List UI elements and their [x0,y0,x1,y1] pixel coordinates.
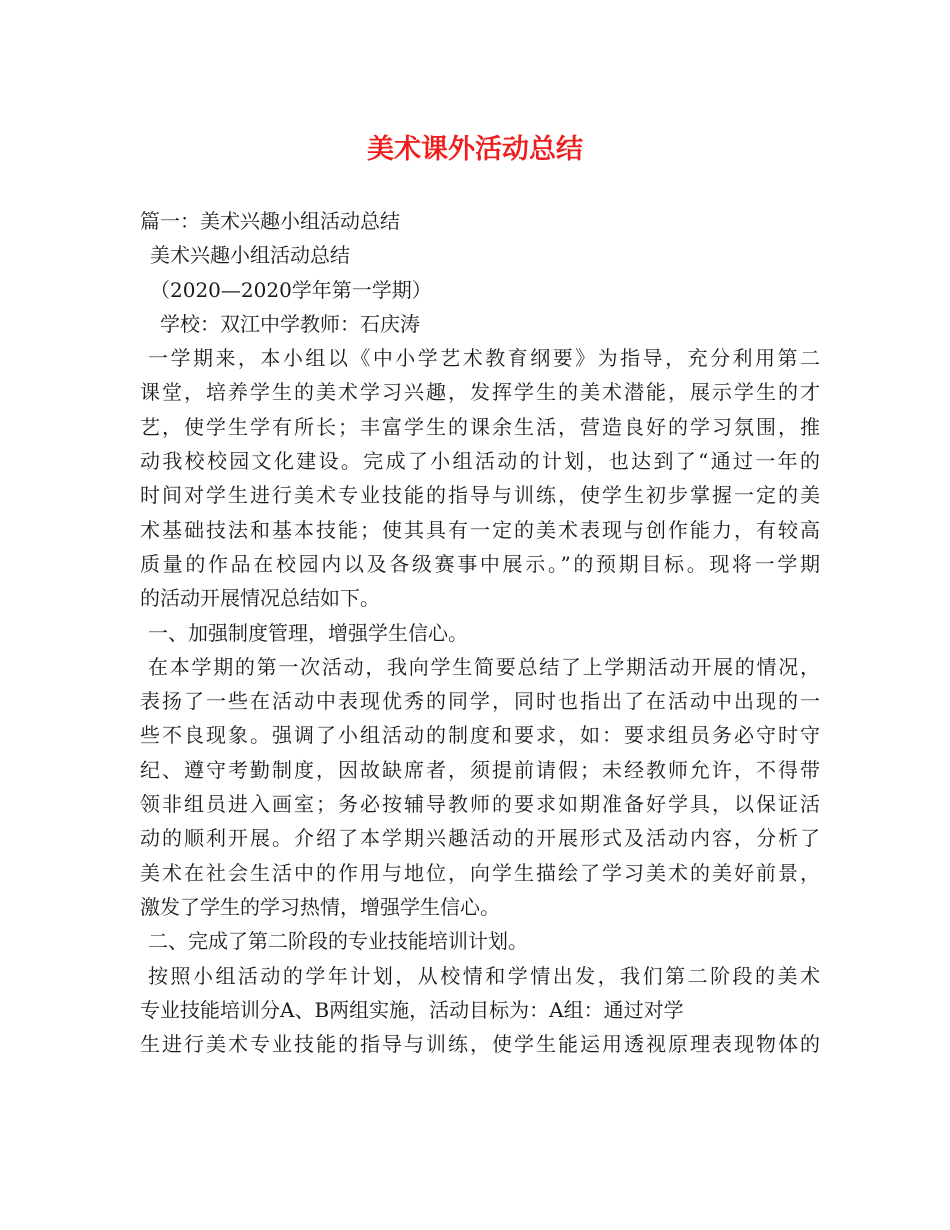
text-line: 课堂，培养学生的美术学习兴趣，发挥学生的美术潜能，展示学生的才 [140,380,820,405]
text-line: 生进行美术专业技能的指导与训练，使学生能运用透视原理表现物体的 [140,1032,820,1057]
text-line: 美术在社会生活中的作用与地位，向学生描绘了学习美术的美好前景， [140,860,820,885]
text-line: 在本学期的第一次活动，我向学生简要总结了上学期活动开展的情况， [148,654,820,679]
text-line: 一学期来，本小组以《中小学艺术教育纲要》为指导，充分利用第二 [148,346,820,371]
text-line: 的活动开展情况总结如下。 [140,586,380,611]
text-line: 专业技能培训分A、B两组实施，活动目标为：A组：通过对学 [140,997,684,1022]
text-line: 美术兴趣小组活动总结 [150,243,350,268]
text-line: 二、完成了第二阶段的专业技能培训计划。 [148,929,528,954]
text-line: 激发了学生的学习热情，增强学生信心。 [140,894,500,919]
document-body [140,204,820,1061]
text-line: 纪、遵守考勤制度，因故缺席者，须提前请假；未经教师允许，不得带 [140,757,820,782]
text-line: 表扬了一些在活动中表现优秀的同学，同时也指出了在活动中出现的一 [140,689,820,714]
text-line: 动我校校园文化建设。完成了小组活动的计划，也达到了“通过一年的 [140,449,820,474]
text-line: 动的顺利开展。介绍了本学期兴趣活动的开展形式及活动内容，分析了 [140,826,820,851]
text-line: 一、加强制度管理，增强学生信心。 [148,620,468,645]
text-line: 按照小组活动的学年计划，从校情和学情出发，我们第二阶段的美术 [148,963,820,988]
text-line: 些不良现象。强调了小组活动的制度和要求，如：要求组员务必守时守 [140,723,820,748]
text-line: 艺，使学生学有所长；丰富学生的课余生活，营造良好的学习氛围，推 [140,414,820,439]
text-line: 术基础技法和基本技能；使其具有一定的美术表现与创作能力，有较高 [140,517,820,542]
text-line: （2020—2020学年第一学期） [150,277,432,302]
text-line: 时间对学生进行美术专业技能的指导与训练，使学生初步掌握一定的美 [140,483,820,508]
text-line: 学校：双江中学教师：石庆涛 [160,311,420,336]
text-line: 领非组员进入画室；务必按辅导教师的要求如期准备好学具，以保证活 [140,792,820,817]
text-line: 质量的作品在校园内以及各级赛事中展示。”的预期目标。现将一学期 [140,551,820,576]
document-title: 美术课外活动总结 [367,134,583,165]
text-line: 篇一：美术兴趣小组活动总结 [140,209,400,233]
